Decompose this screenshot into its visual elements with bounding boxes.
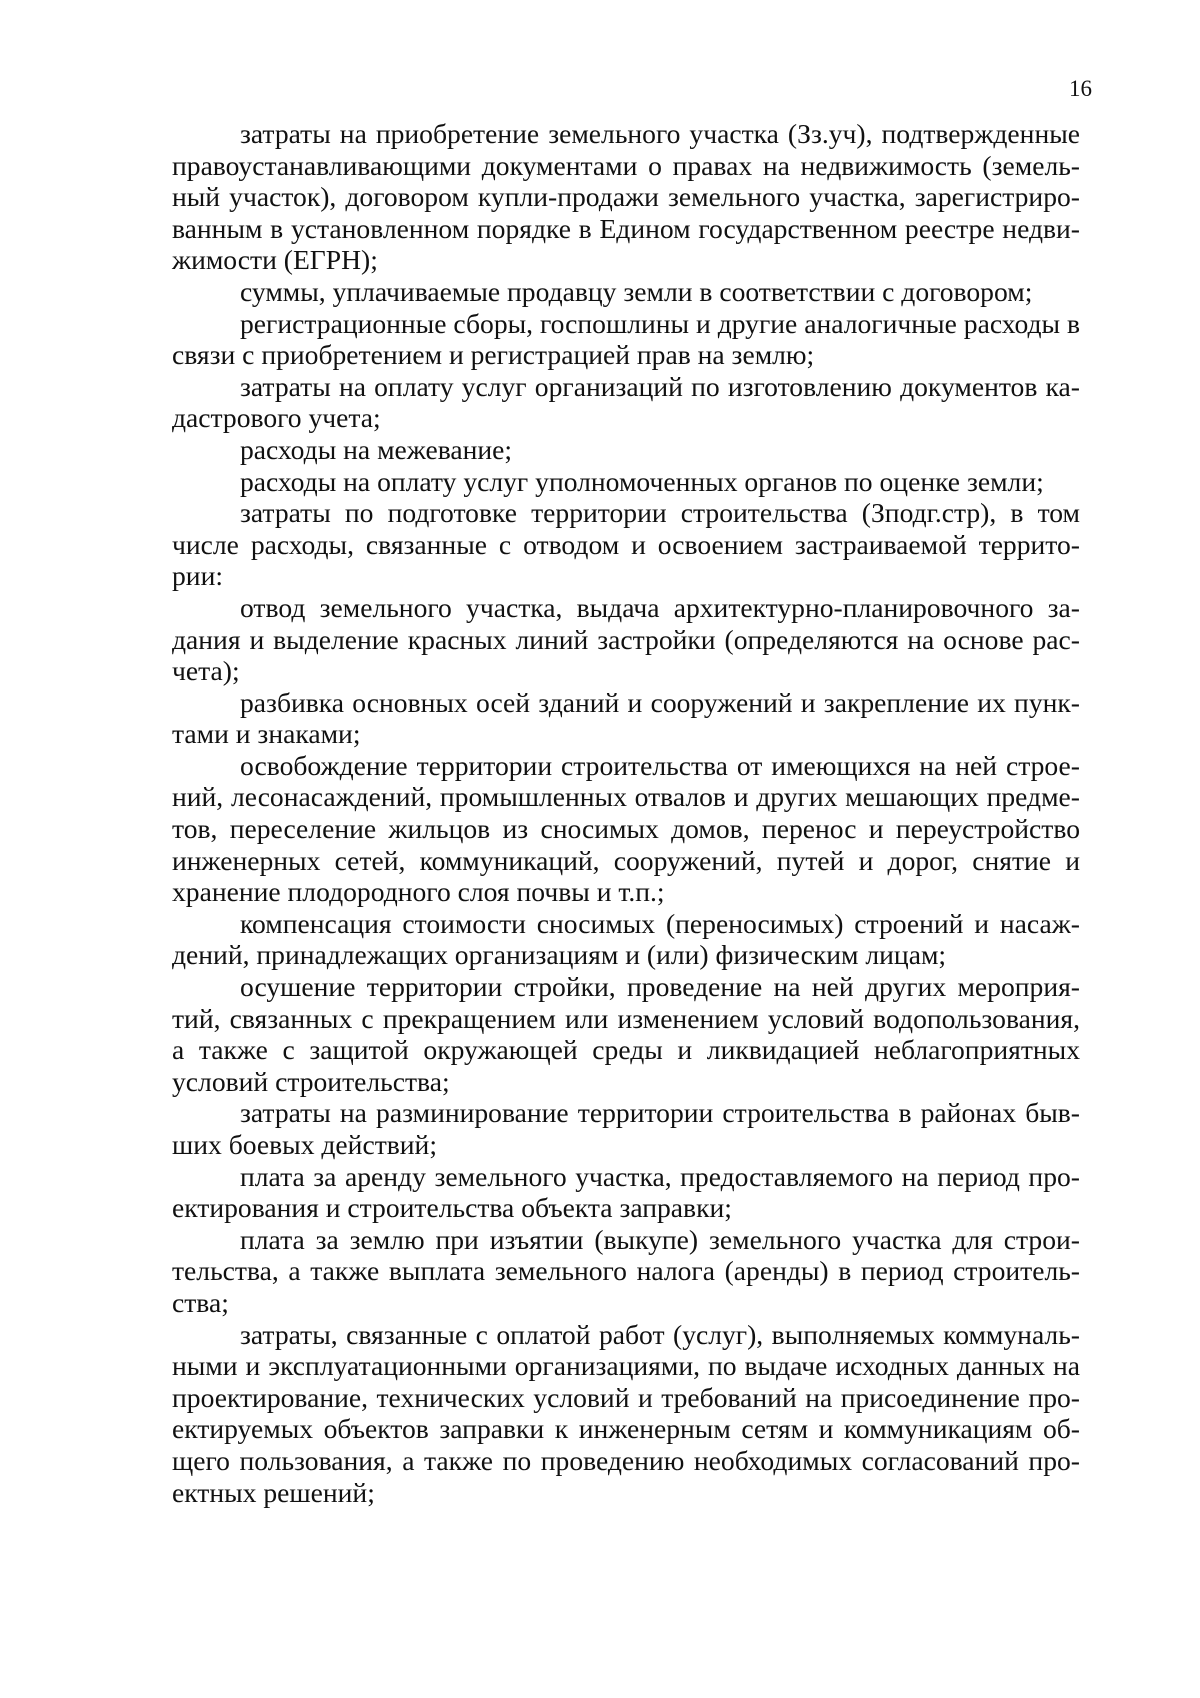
paragraph-registration-fees: регистрационные сборы, госпошлины и другие аналогичные расходы в связи с приобретением и регистрацией прав на землю; — [172, 307, 1080, 371]
paragraph-land-tax: плата за землю при изъятии (выкупе) земельного участка для строительства, а также выплата земельного налога (аренды) в период строительства; — [172, 1223, 1080, 1318]
paragraph-land-acquisition-costs: затраты на приобретение земельного участка (Зз.уч), подтвержденные правоустанавливающими документами о правах на недвижимость (земельный участок), договором купли-продажи земельного участка, зарегистрированным в установленном порядке в Едином государственном реестре недвижимости (ЕГРН); — [172, 118, 1080, 276]
paragraph-site-preparation: затраты по подготовке территории строительства (Зподг.стр), в том числе расходы, связанные с отводом и освоением застраиваемой территории: — [172, 497, 1080, 592]
paragraph-site-clearing: освобождение территории строительства от имеющихся на ней строений, лесонасаждений, промышленных отвалов и других мешающих предметов, переселение жильцов из сносимых домов, перенос и переустройство инженерных сетей, коммуникаций, сооружений, путей и дорог, снятие и хранение плодородного слоя почвы и т.п.; — [172, 749, 1080, 908]
paragraph-land-valuation: расходы на оплату услуг уполномоченных органов по оценке земли; — [240, 465, 1044, 497]
paragraph-seller-payments: суммы, уплачиваемые продавцу земли в соответствии с договором; — [240, 275, 1033, 307]
paragraph-land-surveying: расходы на межевание; — [240, 433, 513, 465]
paragraph-land-lease: плата за аренду земельного участка, предоставляемого на период проектирования и строительства объекта заправки; — [172, 1160, 1080, 1224]
paragraph-cadastral-documents: затраты на оплату услуг организаций по изготовлению документов кадастрового учета; — [172, 370, 1080, 434]
paragraph-demolition-compensation: компенсация стоимости сносимых (переносимых) строений и насаждений, принадлежащих организациям и (или) физическим лицам; — [172, 907, 1080, 971]
document-body — [172, 118, 1080, 1508]
paragraph-land-allotment: отвод земельного участка, выдача архитектурно-планировочного задания и выделение красных линий застройки (определяются на основе расчета); — [172, 591, 1080, 687]
paragraph-demining: затраты на разминирование территории строительства в районах бывших боевых действий; — [172, 1097, 1080, 1160]
paragraph-building-axes: разбивка основных осей зданий и сооружений и закрепление их пунктами и знаками; — [172, 686, 1080, 750]
page-number: 16 — [1069, 76, 1092, 101]
paragraph-site-drainage: осушение территории стройки, проведение на ней других мероприятий, связанных с прекращением или изменением условий водопользования, а также с защитой окружающей среды и ликвидацией неблагоприятных условий строительства; — [172, 971, 1080, 1097]
paragraph-utility-services: затраты, связанные с оплатой работ (услуг), выполняемых коммунальными и эксплуатационными организациями, по выдаче исходных данных на проектирование, технических условий и требований на присоединение проектируемых объектов заправки к инженерным сетям и коммуникациям общего пользования, а также по проведению необходимых согласований проектных решений; — [172, 1318, 1080, 1508]
